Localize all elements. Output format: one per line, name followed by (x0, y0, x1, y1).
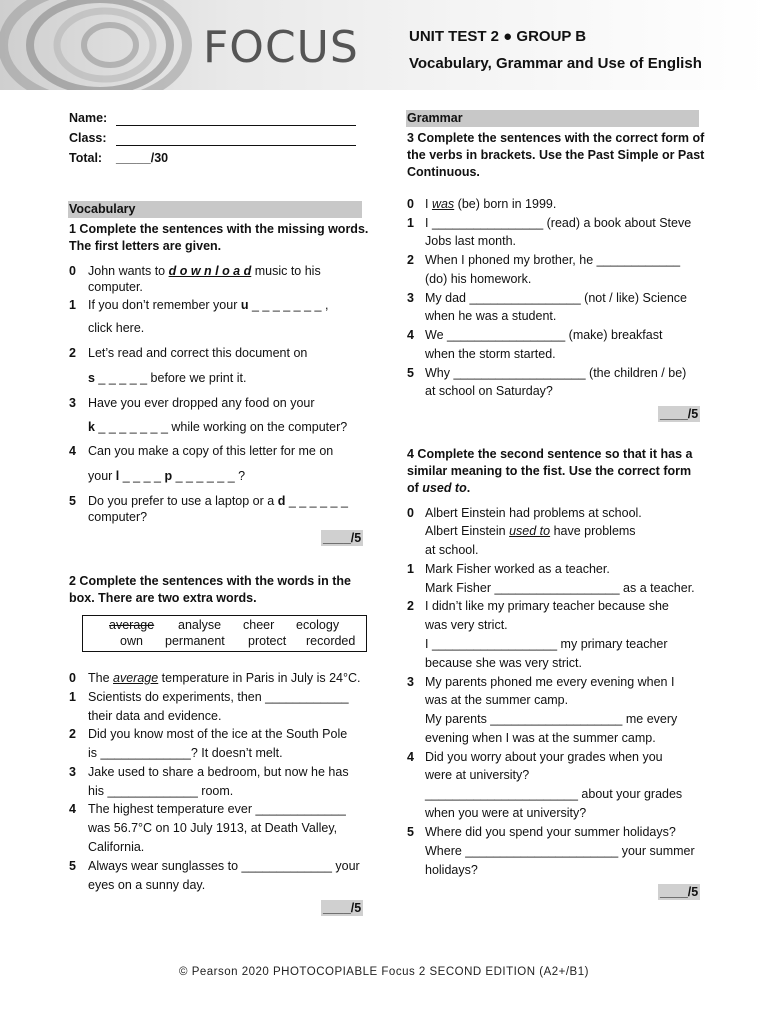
word-box-word: average (109, 618, 155, 632)
q3-instruction: 3 Complete the sentences with the correct form of the verbs in brackets. Use the Past Simple or Past Continuous. (407, 131, 705, 179)
word-box-word: permanent (165, 634, 225, 648)
total-label: Total: (69, 151, 103, 165)
q2-score[interactable]: ____/5 (323, 901, 362, 915)
word-box-word: cheer (243, 618, 275, 632)
q4-instruction: 4 Complete the second sentence so that it has a similar meaning to the fist. Use the correct form of used to. (407, 447, 693, 495)
word-box-word: protect (248, 634, 287, 648)
q2-instruction: 2 Complete the sentences with the words in the box. There are two extra words. (69, 574, 351, 605)
logo-swirl-graphic (0, 0, 200, 90)
word-box-word: recorded (306, 634, 356, 648)
word-box-word: own (120, 634, 143, 648)
q1-instruction: 1 Complete the sentences with the missing words. The first letters are given. (69, 222, 369, 253)
q1-score[interactable]: ____/5 (323, 531, 362, 545)
test-subtitle: Vocabulary, Grammar and Use of English (409, 55, 702, 72)
copyright-footer: © Pearson 2020 PHOTOCOPIABLE Focus 2 SECOND EDITION (A2+/B1) (179, 966, 589, 978)
name-label: Name: (69, 111, 108, 125)
test-title: UNIT TEST 2 ● GROUP B (409, 28, 587, 45)
word-box (82, 615, 367, 652)
vocabulary-heading: Vocabulary (68, 201, 362, 218)
focus-logo: FOCUS (203, 22, 359, 73)
name-field[interactable] (116, 125, 356, 126)
class-label: Class: (69, 131, 107, 145)
q4-score[interactable]: ____/5 (660, 885, 699, 899)
header-banner (0, 0, 768, 90)
class-field[interactable] (116, 145, 356, 146)
word-box-word: analyse (178, 618, 222, 632)
total-score[interactable]: _____/30 (116, 151, 169, 165)
q3-score[interactable]: ____/5 (660, 407, 699, 421)
word-box-word: ecology (296, 618, 340, 632)
grammar-heading: Grammar (406, 110, 699, 127)
